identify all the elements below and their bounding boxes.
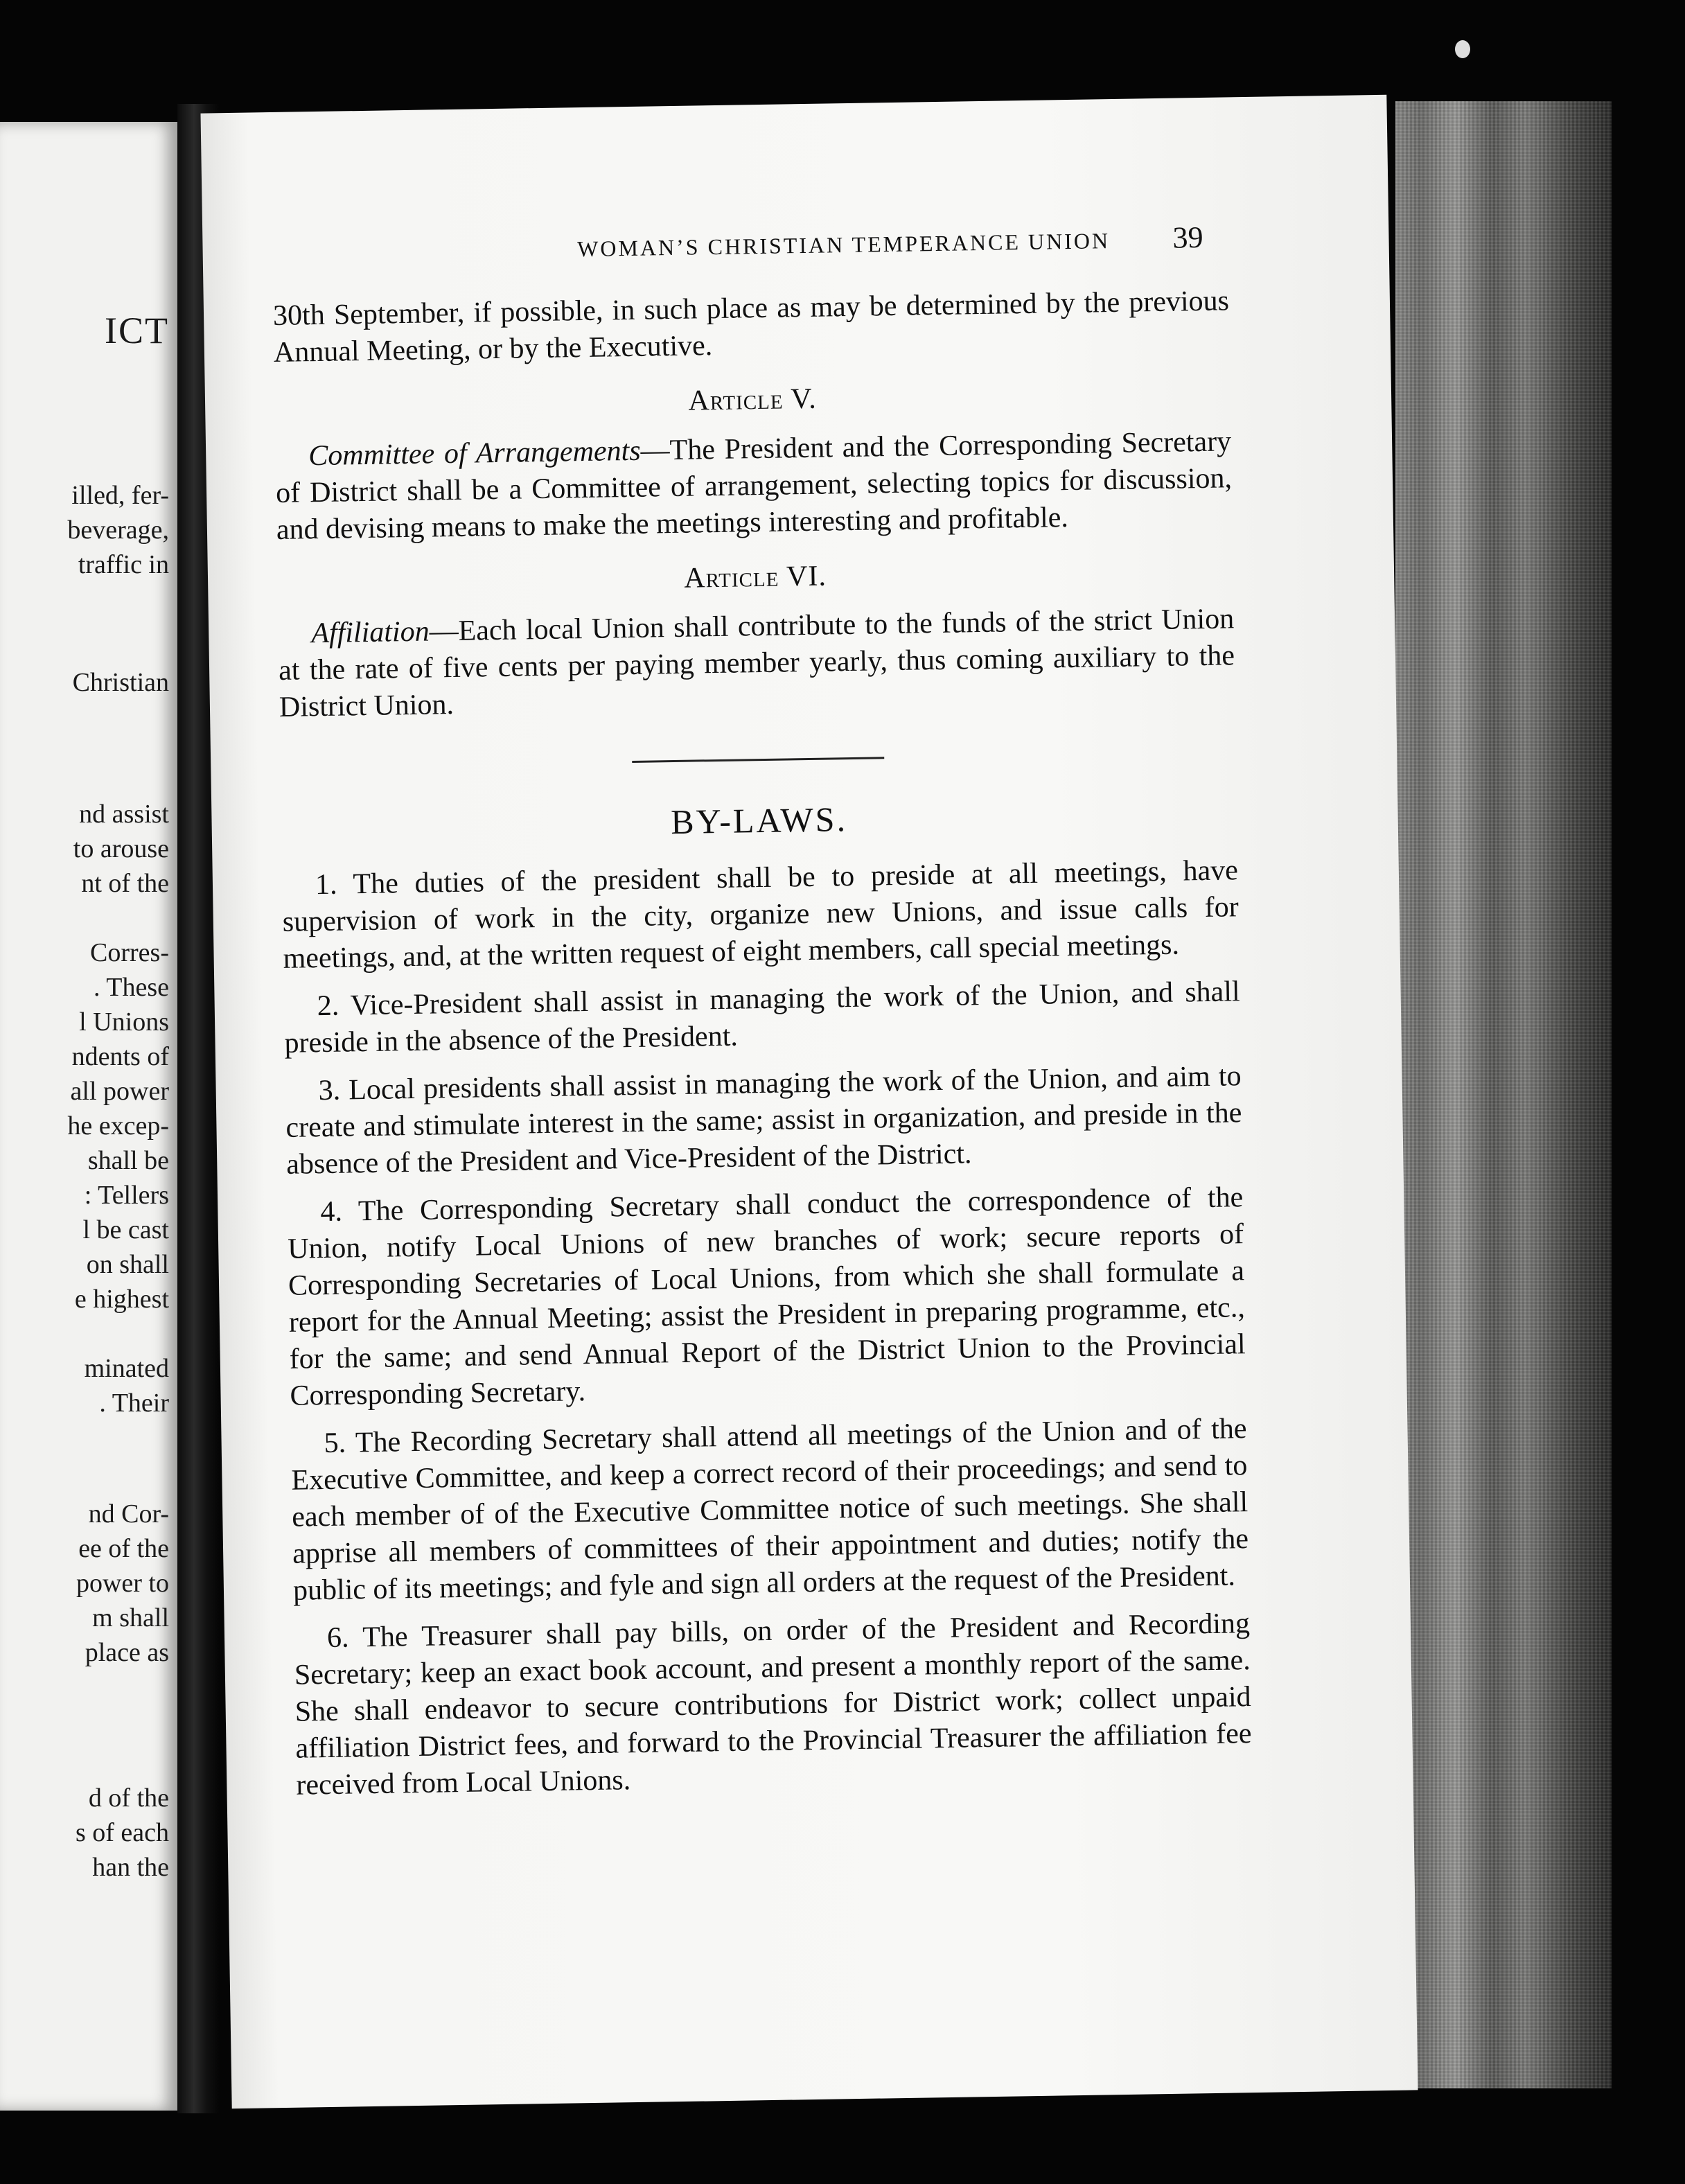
article-6-label: Affiliation xyxy=(310,615,430,650)
left-page-line: minated xyxy=(84,1354,169,1383)
bylaw-item: 2. Vice-President shall assist in managing the work of the Union, and shall preside in the absence of the President. xyxy=(284,976,1240,1059)
left-page-line: han the xyxy=(92,1853,169,1882)
left-page-line: nd Cor- xyxy=(88,1499,169,1529)
article-5-heading: Article V. xyxy=(688,382,818,417)
scan-speck xyxy=(1455,40,1470,58)
bylaw-item: 3. Local presidents shall assist in managing the work of the Union, and aim to create and stimulate interest in the same; assist in organization, and preside in the absence of the President and Vice-President of the District. xyxy=(285,1060,1242,1181)
left-page-line: l Unions xyxy=(79,1007,169,1037)
left-page-line: . These xyxy=(93,973,169,1002)
left-page-line: Corres- xyxy=(90,938,169,967)
left-page-line: . Their xyxy=(99,1389,169,1418)
left-page-line: traffic in xyxy=(78,550,169,579)
left-page-line: d of the xyxy=(88,1784,169,1813)
bylaw-item: 4. The Corresponding Secretary shall conduct the correspondence of the Union, notify Local Unions of new branches of work; secure reports of Corresponding Secretaries of Local Unions, from which she shall formulate a report for the Annual Meeting; assist the President in preparing programme, etc., for the same; and send Annual Report of the District Union to the Provincial Corresponding Secretary. xyxy=(287,1181,1246,1412)
article-5-label: Committee of Arrangements xyxy=(308,434,641,473)
left-page-line: m shall xyxy=(92,1603,169,1632)
section-divider xyxy=(632,757,884,763)
bylaw-item: 6. The Treasurer shall pay bills, on order of the President and Recording Secretary; keep an exact book account, and present a monthly report of the same. She shall endeavor to secure contributions for District work; collect unpaid affiliation District fees, and forward to the Provincial Treasurer the affiliation fee received from Local Unions. xyxy=(294,1608,1252,1802)
left-page-line: all power xyxy=(70,1077,169,1106)
page-edges xyxy=(1395,101,1612,2088)
intro-paragraph: 30th September, if possible, in such place as may be determined by the previous Annual Meeting, or by the Executive. xyxy=(272,285,1230,369)
left-page-line: illed, fer- xyxy=(71,481,169,510)
article-5-text: —The President and the Corresponding Secretary of District shall be a Committee of arrangement, selecting topics for discussion, and devising means to make the meetings interesting and profitable. xyxy=(275,425,1233,546)
left-page-line: shall be xyxy=(87,1146,169,1175)
article-5-paragraph xyxy=(275,423,1233,549)
left-page-heading: ICT xyxy=(105,310,169,351)
left-page-line: he excep- xyxy=(67,1111,169,1141)
left-page-line: on shall xyxy=(86,1250,169,1279)
left-page-line: power to xyxy=(76,1569,169,1598)
bylaws-title: BY-LAWS. xyxy=(670,800,848,842)
article-6-text: —Each local Union shall contribute to the funds of the strict Union at the rate of five cents per paying member yearly, thus coming auxiliary to the District Union. xyxy=(278,603,1235,723)
left-page-line: s of each xyxy=(75,1818,169,1847)
left-page-line: nd assist xyxy=(79,800,169,829)
left-page-line: nt of the xyxy=(81,869,169,898)
left-page-line: beverage, xyxy=(67,516,169,545)
page-number: 39 xyxy=(1172,220,1203,255)
left-page-line: ee of the xyxy=(78,1534,169,1563)
left-page-line: place as xyxy=(85,1638,169,1667)
left-page-line: Christian xyxy=(72,668,169,697)
left-page-line: : Tellers xyxy=(84,1181,169,1210)
running-head: WOMAN’S CHRISTIAN TEMPERANCE UNION xyxy=(576,228,1111,262)
left-page-line: to arouse xyxy=(73,834,169,863)
left-page-line: l be cast xyxy=(82,1215,169,1244)
left-page xyxy=(0,122,177,2111)
right-page xyxy=(200,95,1418,2109)
left-page-line: e highest xyxy=(74,1285,169,1314)
article-6-paragraph xyxy=(278,601,1235,726)
bylaw-item: 5. The Recording Secretary shall attend all meetings of the Union and of the Executive Committee, and keep a correct record of their proceedings; and send to each member of of the Executive Committee notice of such meetings. She shall apprise all members of committees of their appointment and duties; notify the public of its meetings; and fyle and sign all orders at the request of the President. xyxy=(291,1413,1249,1607)
bylaw-item: 1. The duties of the president shall be to preside at all meetings, have supervision of work in the city, organize new Unions, and issue calls for meetings, and, at the written request of eight members, call special meetings. xyxy=(282,854,1240,975)
article-6-heading: Article VI. xyxy=(683,560,827,595)
left-page-line: ndents of xyxy=(71,1042,169,1071)
page-body xyxy=(273,283,1253,1815)
